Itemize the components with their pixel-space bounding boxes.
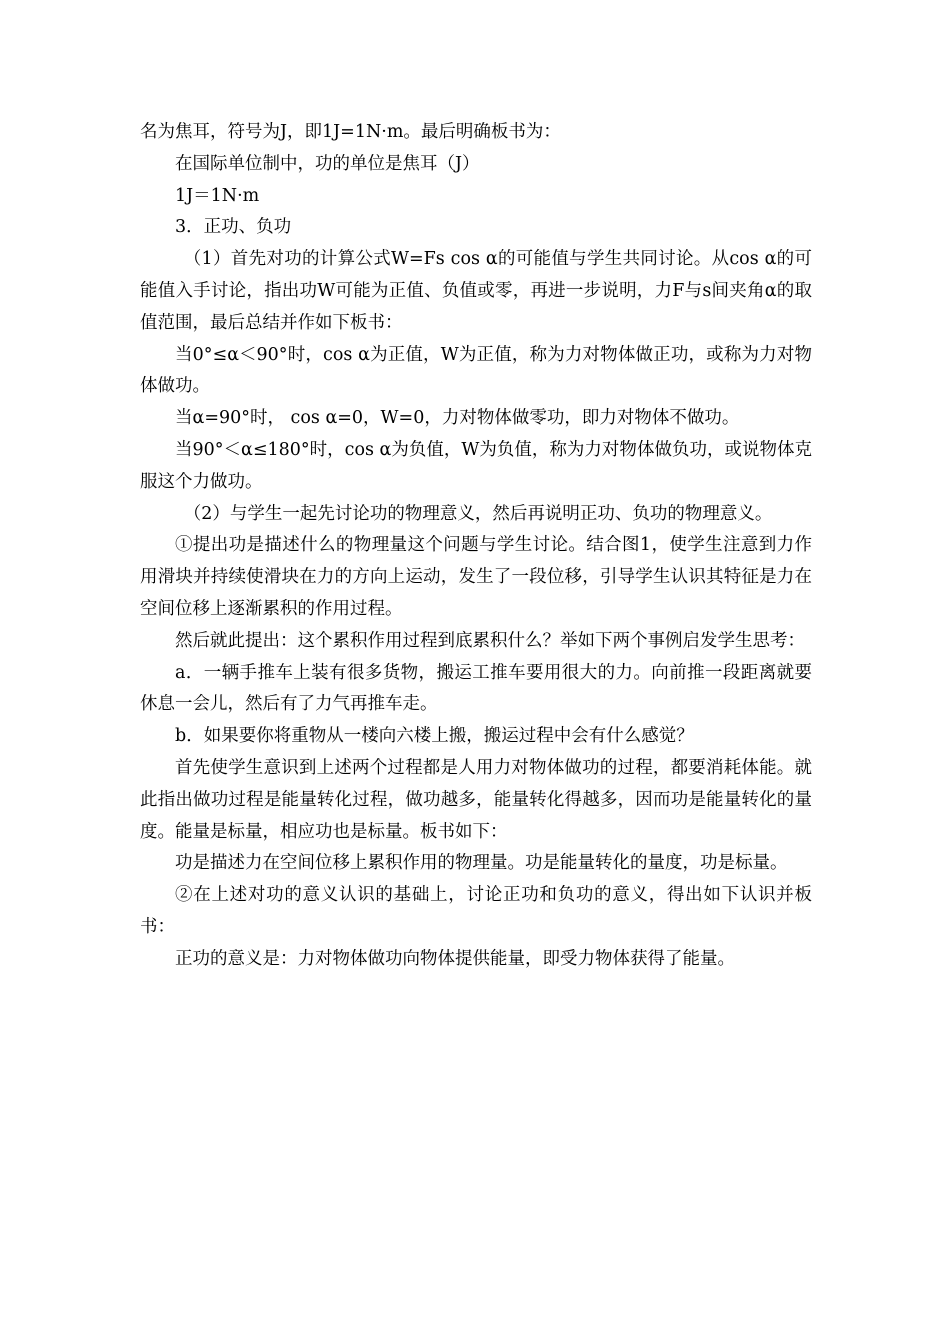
paragraph-point-2: ②在上述对功的意义认识的基础上，讨论正功和负功的意义，得出如下认识并板书： — [140, 885, 812, 937]
paragraph-discussion-1: （1）首先对功的计算公式W=Fs cos α的可能值与学生共同讨论。从cos α的可能值入手讨论，指出功W可能为正值、负值或零，再进一步说明，力F与s间夹角α的取值范围，最后总结并作如下板书： — [140, 249, 812, 333]
paragraph-case-zero: 当α=90°时， cos α=0，W=0，力对物体做零功，即力对物体不做功。 — [175, 408, 740, 429]
paragraph-point-1: ①提出功是描述什么的物理量这个问题与学生讨论。结合图1，使学生注意到力作用滑块并持续使滑块在力的方向上运动，发生了一段位移，引导学生认识其特征是力在空间位移上逐渐累积的作用过程。 — [140, 535, 812, 619]
paragraph-case-negative: 当90°＜α≤180°时，cos α为负值，W为负值，称为力对物体做负功，或说物体克服这个力做功。 — [140, 439, 812, 492]
paragraph-joule-formula: 1J＝1N·m — [175, 185, 260, 206]
paragraph-example-b: b．如果要你将重物从一楼向六楼上搬，搬运过程中会有什么感觉？ — [175, 726, 694, 747]
paragraph-si-unit: 在国际单位制中，功的单位是焦耳（J） — [175, 153, 480, 174]
paragraph-energy-conversion: 首先使学生意识到上述两个过程都是人用力对物体做功的过程，都要消耗体能。就此指出做功过程是能量转化过程，做功越多，能量转化得越多，因而功是能量转化的量度。能量是标量，相应功也是标量。板书如下： — [140, 757, 812, 842]
paragraph-case-positive: 当0°≤α＜90°时，cos α为正值，W为正值，称为力对物体做正功，或称为力对物体做功。 — [140, 344, 812, 397]
paragraph-continuation: 名为焦耳，符号为J，即1J=1N·m。最后明确板书为： — [140, 122, 561, 142]
document-body — [140, 117, 812, 976]
paragraph-question: 然后就此提出：这个累积作用过程到底累积什么？举如下两个事例启发学生思考： — [175, 630, 805, 651]
paragraph-discussion-2: （2）与学生一起先讨论功的物理意义，然后再说明正功、负功的物理意义。 — [183, 503, 773, 524]
paragraph-blackboard-summary: 功是描述力在空间位移上累积作用的物理量。功是能量转化的量度，功是标量。 — [175, 853, 788, 874]
paragraph-positive-work-meaning: 正功的意义是：力对物体做功向物体提供能量，即受力物体获得了能量。 — [175, 948, 735, 969]
section-heading-positive-negative-work: 3．正功、负功 — [175, 217, 292, 238]
paragraph-example-a: a．一辆手推车上装有很多货物，搬运工推车要用很大的力。向前推一段距离就要休息一会儿，然后有了力气再推车走。 — [140, 662, 812, 715]
